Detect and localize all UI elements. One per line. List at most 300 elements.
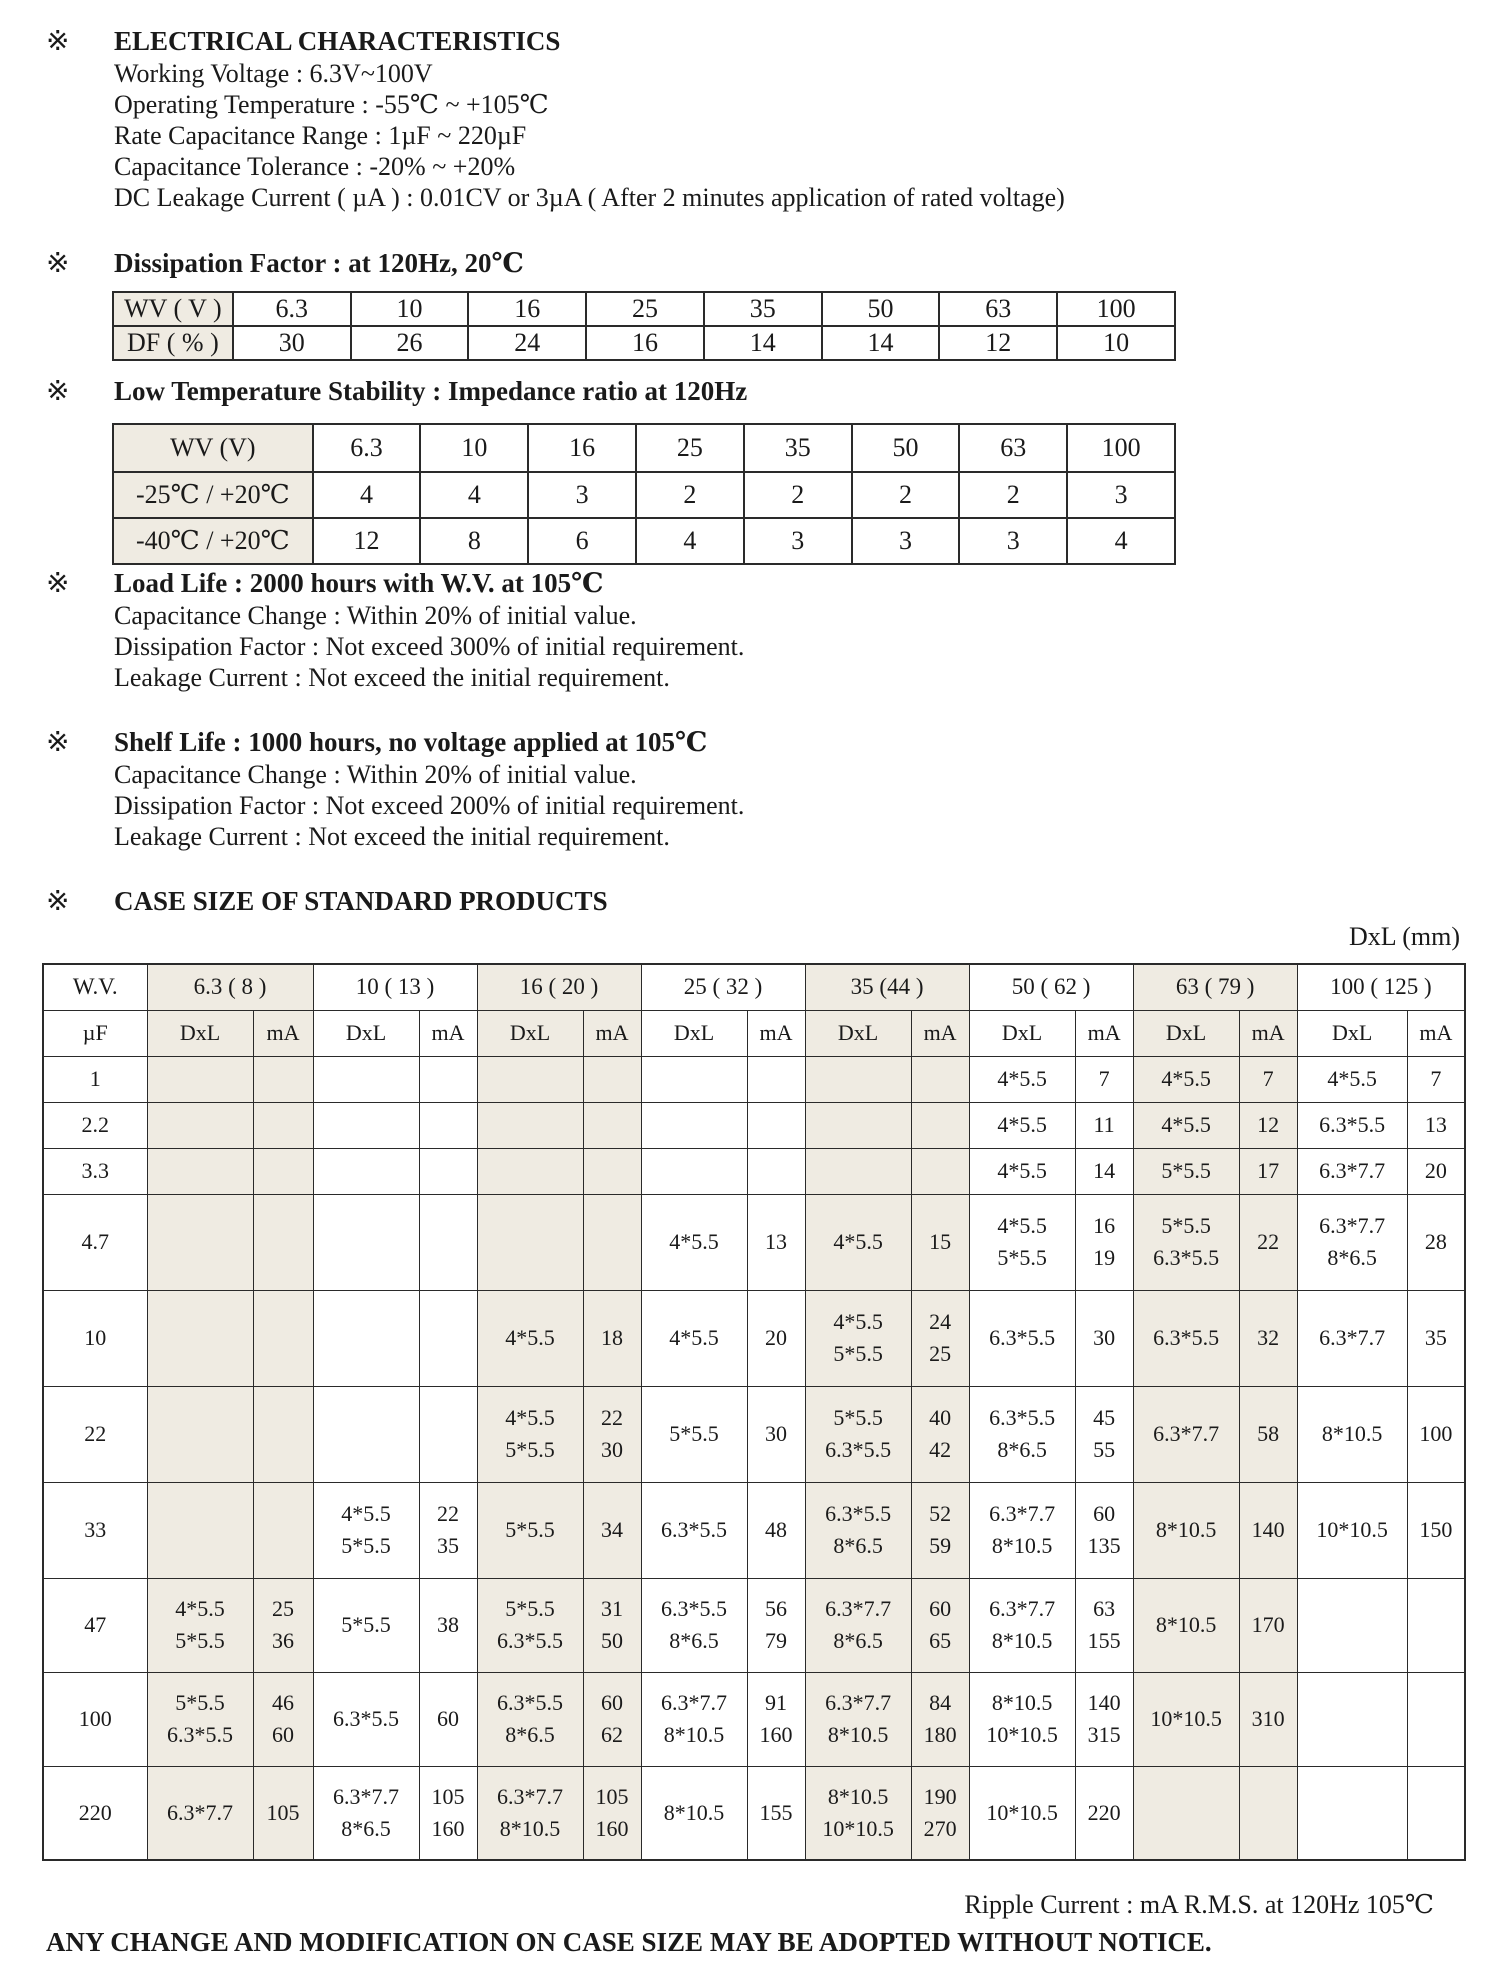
dxl-cell [1297, 1482, 1407, 1578]
ma-cell [747, 1386, 805, 1482]
dxl-value: 4*5.5 [669, 1325, 719, 1350]
dxl-value: 5*5.5 [1161, 1213, 1211, 1238]
electrical-lines [114, 58, 1065, 213]
electrical-section [46, 24, 1065, 213]
dxl-cell [1133, 1148, 1239, 1194]
voltage-header: 25 ( 32 ) [641, 964, 805, 1010]
dxl-cell [641, 1056, 747, 1102]
ma-header: mA [911, 1010, 969, 1056]
dxl-cell [477, 1056, 583, 1102]
table-row [113, 518, 1175, 564]
table-cell: 14 [822, 326, 940, 360]
dxl-cell [477, 1766, 583, 1860]
ma-header: mA [253, 1010, 313, 1056]
table-cell: 63 [939, 292, 1057, 326]
ma-value: 20 [765, 1325, 788, 1350]
dxl-value: 6.3*5.5 [825, 1501, 892, 1526]
table-cell: 4 [313, 472, 421, 518]
dxl-value: 8*6.5 [997, 1437, 1047, 1462]
uf-value: 3.3 [43, 1148, 147, 1194]
ripple-note: Ripple Current : mA R.M.S. at 120Hz 105℃ [964, 1890, 1434, 1919]
ma-value: 36 [272, 1628, 294, 1653]
dxl-cell [477, 1672, 583, 1766]
dxl-cell [805, 1194, 911, 1290]
ma-value: 38 [437, 1612, 460, 1637]
ma-value: 28 [1424, 1229, 1447, 1254]
dxl-value: 8*10.5 [1155, 1612, 1217, 1637]
dxl-value: 4*5.5 [341, 1501, 391, 1526]
shelflife-title: Shelf Life : 1000 hours, no voltage applied at 105℃ [114, 727, 708, 757]
ma-value: 180 [923, 1722, 957, 1747]
table-cell: 3 [744, 518, 852, 564]
dxl-cell [641, 1102, 747, 1148]
voltage-header: 50 ( 62 ) [969, 964, 1133, 1010]
dxl-value: 6.3*7.7 [989, 1501, 1056, 1526]
ma-value: 25 [929, 1341, 952, 1366]
table-cell: 25 [586, 292, 704, 326]
ma-value: 155 [759, 1799, 793, 1825]
ma-cell [1407, 1148, 1465, 1194]
table-cell: 6.3 [233, 292, 351, 326]
dxl-cell [1297, 1194, 1407, 1290]
dxl-value: 4*5.5 [833, 1309, 883, 1334]
dxl-value: 5*5.5 [833, 1341, 883, 1366]
electrical-line: Rate Capacitance Range : 1µF ~ 220µF [114, 121, 527, 150]
dxl-value: 6.3*7.7 [497, 1783, 564, 1809]
table-cell: 16 [468, 292, 586, 326]
ma-cell [1239, 1578, 1297, 1672]
ma-cell [419, 1482, 477, 1578]
table-row [113, 424, 1175, 472]
dxl-cell [147, 1290, 253, 1386]
dxl-value: 6.3*5.5 [661, 1596, 728, 1621]
dxl-cell [313, 1482, 419, 1578]
dxl-value: 8*10.5 [991, 1628, 1053, 1653]
ma-value: 315 [1087, 1722, 1121, 1747]
dxl-cell [641, 1482, 747, 1578]
ma-cell [583, 1482, 641, 1578]
ma-cell [1407, 1482, 1465, 1578]
ma-cell [419, 1194, 477, 1290]
ma-value: 15 [929, 1229, 952, 1254]
dxl-value: 10*10.5 [822, 1815, 894, 1841]
ma-value: 84 [929, 1690, 952, 1715]
ma-cell [1075, 1386, 1133, 1482]
ma-cell [911, 1482, 969, 1578]
ma-header: mA [1239, 1010, 1297, 1056]
table-cell: 3 [852, 518, 960, 564]
dxl-value: 8*10.5 [1155, 1517, 1217, 1542]
reference-mark-icon: ※ [46, 246, 70, 279]
wv-label: WV (V) [113, 424, 313, 472]
ma-cell [1407, 1290, 1465, 1386]
ma-cell [911, 1386, 969, 1482]
table-cell: 10 [351, 292, 469, 326]
ma-cell [747, 1102, 805, 1148]
ma-cell [1075, 1194, 1133, 1290]
uf-value: 10 [43, 1290, 147, 1386]
ma-value: 155 [1087, 1628, 1121, 1653]
table-cell: 8 [420, 518, 528, 564]
dxl-cell [1297, 1056, 1407, 1102]
dxl-value: 5*5.5 [341, 1533, 391, 1558]
dxl-header: DxL [313, 1010, 419, 1056]
lowtemp-section [46, 374, 747, 408]
dxl-value: 6.3*5.5 [167, 1722, 233, 1747]
table-cell: 16 [586, 326, 704, 360]
dxl-cell [477, 1386, 583, 1482]
ma-value: 11 [1093, 1112, 1115, 1137]
dxl-value: 4*5.5 [669, 1229, 719, 1254]
ma-cell [1075, 1148, 1133, 1194]
dxl-value: 6.3*7.7 [661, 1690, 728, 1715]
dxl-cell [1297, 1290, 1407, 1386]
ma-cell [1239, 1482, 1297, 1578]
dxl-cell [477, 1578, 583, 1672]
dxl-cell [477, 1148, 583, 1194]
ma-cell [1239, 1386, 1297, 1482]
ma-value: 17 [1257, 1158, 1280, 1183]
ma-value: 270 [923, 1815, 957, 1841]
ma-cell [1075, 1672, 1133, 1766]
dxl-value: 8*6.5 [341, 1815, 391, 1841]
dxl-value: 6.3*7.7 [825, 1690, 892, 1715]
dxl-value: 4*5.5 [175, 1596, 225, 1621]
ma-cell [1407, 1578, 1465, 1672]
ma-value: 24 [929, 1309, 952, 1334]
ma-cell [253, 1578, 313, 1672]
dxl-cell [969, 1578, 1075, 1672]
ma-cell [253, 1672, 313, 1766]
dxl-value: 8*6.5 [669, 1628, 719, 1653]
ma-value: 20 [1424, 1158, 1447, 1183]
dxl-value: 8*10.5 [499, 1815, 561, 1841]
dxl-value: 6.3*5.5 [333, 1706, 400, 1731]
ma-value: 135 [1087, 1533, 1121, 1558]
dxl-value: 5*5.5 [505, 1517, 555, 1542]
dxl-cell [147, 1672, 253, 1766]
ma-cell [1075, 1578, 1133, 1672]
table-cell: 6 [528, 518, 636, 564]
shelflife-line: Capacitance Change : Within 20% of initial value. [114, 760, 637, 789]
df-label: DF ( % ) [113, 326, 233, 360]
ma-cell [253, 1386, 313, 1482]
dissipation-table [112, 291, 1176, 361]
dxl-cell [147, 1766, 253, 1860]
dxl-value: 6.3*7.7 [825, 1596, 892, 1621]
uf-value: 2.2 [43, 1102, 147, 1148]
voltage-header: 16 ( 20 ) [477, 964, 641, 1010]
ma-value: 45 [1093, 1405, 1116, 1430]
uf-value: 100 [43, 1672, 147, 1766]
ma-cell [419, 1578, 477, 1672]
ma-value: 42 [929, 1437, 952, 1462]
uf-value: 22 [43, 1386, 147, 1482]
voltage-header: 6.3 ( 8 ) [147, 964, 313, 1010]
ma-cell [747, 1290, 805, 1386]
table-cell: 2 [636, 472, 744, 518]
dxl-value: 6.3*5.5 [497, 1628, 564, 1653]
dxl-value: 6.3*7.7 [333, 1783, 400, 1809]
dxl-cell [1297, 1578, 1407, 1672]
ma-cell [583, 1672, 641, 1766]
ma-value: 30 [765, 1421, 788, 1446]
ma-value: 35 [1424, 1325, 1447, 1350]
dxl-value: 8*6.5 [1327, 1245, 1377, 1270]
dxl-value: 4*5.5 [505, 1325, 555, 1350]
dxl-cell [313, 1386, 419, 1482]
dxl-value: 4*5.5 [1161, 1112, 1211, 1137]
dxl-cell [313, 1290, 419, 1386]
ma-value: 34 [601, 1517, 624, 1542]
dxl-cell [969, 1148, 1075, 1194]
ma-cell [911, 1194, 969, 1290]
dxl-cell [969, 1194, 1075, 1290]
dxl-value: 5*5.5 [833, 1405, 883, 1430]
ma-header: mA [747, 1010, 805, 1056]
dxl-value: 6.3*5.5 [1319, 1112, 1386, 1137]
dxl-value: 8*10.5 [991, 1690, 1053, 1715]
ma-cell [583, 1290, 641, 1386]
table-cell: 50 [822, 292, 940, 326]
table-row [43, 1386, 1465, 1482]
ma-cell [419, 1672, 477, 1766]
dxl-value: 6.3*5.5 [825, 1437, 892, 1462]
dxl-value: 4*5.5 [505, 1405, 555, 1430]
ma-value: 31 [601, 1596, 624, 1621]
table-row [43, 1766, 1465, 1860]
ma-cell [1075, 1766, 1133, 1860]
dxl-value: 10*10.5 [986, 1799, 1058, 1825]
lowtemp-table [112, 423, 1176, 565]
ma-value: 16 [1093, 1213, 1116, 1238]
ma-cell [911, 1056, 969, 1102]
table-cell: 4 [636, 518, 744, 564]
ma-header: mA [1407, 1010, 1465, 1056]
ma-value: 7 [1430, 1066, 1442, 1091]
table-cell: 3 [1067, 472, 1175, 518]
ma-value: 7 [1098, 1066, 1110, 1091]
ma-value: 40 [929, 1405, 952, 1430]
dxl-cell [313, 1056, 419, 1102]
table-cell: 63 [959, 424, 1067, 472]
ma-cell [911, 1148, 969, 1194]
ma-header: mA [419, 1010, 477, 1056]
ma-cell [1407, 1056, 1465, 1102]
loadlife-lines [114, 600, 744, 693]
ma-value: 30 [1093, 1325, 1116, 1350]
dxl-value: 8*10.5 [827, 1783, 889, 1809]
dxl-value: 6.3*5.5 [497, 1690, 564, 1715]
dxl-value: 6.3*7.7 [1319, 1158, 1386, 1183]
ma-value: 50 [601, 1628, 624, 1653]
dxl-cell [1133, 1578, 1239, 1672]
loadlife-section [46, 566, 744, 693]
dxl-cell [805, 1578, 911, 1672]
dxl-value: 8*10.5 [827, 1722, 889, 1747]
dxl-cell [1297, 1672, 1407, 1766]
loadlife-line: Capacitance Change : Within 20% of initial value. [114, 601, 637, 630]
ma-cell [419, 1386, 477, 1482]
ma-value: 60 [1093, 1501, 1116, 1526]
ma-cell [1075, 1056, 1133, 1102]
dxl-value: 8*6.5 [505, 1722, 555, 1747]
ma-cell [253, 1290, 313, 1386]
dxl-cell [641, 1290, 747, 1386]
ma-value: 32 [1257, 1325, 1280, 1350]
dxl-value: 4*5.5 [833, 1229, 883, 1254]
dxl-cell [1133, 1386, 1239, 1482]
ma-value: 160 [431, 1815, 465, 1841]
ma-value: 46 [272, 1690, 294, 1715]
dxl-cell [1297, 1766, 1407, 1860]
ma-value: 150 [1419, 1517, 1453, 1542]
ma-cell [1239, 1290, 1297, 1386]
table-row [43, 1056, 1465, 1102]
ma-cell [747, 1194, 805, 1290]
dxl-cell [641, 1578, 747, 1672]
ma-cell [911, 1578, 969, 1672]
ma-value: 35 [437, 1533, 460, 1558]
dxl-cell [1133, 1290, 1239, 1386]
table-cell: 35 [744, 424, 852, 472]
loadlife-line: Leakage Current : Not exceed the initial requirement. [114, 663, 670, 692]
dxl-cell [641, 1194, 747, 1290]
dxl-cell [1297, 1148, 1407, 1194]
ma-cell [253, 1102, 313, 1148]
ma-cell [911, 1672, 969, 1766]
table-row [43, 1148, 1465, 1194]
dxl-cell [313, 1194, 419, 1290]
ma-value: 190 [923, 1783, 957, 1809]
table-cell: 30 [233, 326, 351, 360]
table-cell: 3 [959, 518, 1067, 564]
dxl-value: 8*10.5 [991, 1533, 1053, 1558]
dxl-cell [1133, 1766, 1239, 1860]
dxl-cell [313, 1102, 419, 1148]
table-cell: 50 [852, 424, 960, 472]
reference-mark-icon: ※ [46, 725, 70, 758]
dxl-header: DxL [641, 1010, 747, 1056]
table-header-row [43, 1010, 1465, 1056]
ma-value: 160 [759, 1722, 793, 1747]
electrical-line: Capacitance Tolerance : -20% ~ +20% [114, 152, 516, 181]
ma-cell [419, 1290, 477, 1386]
dxl-value: 5*5.5 [505, 1437, 555, 1462]
dxl-cell [1133, 1482, 1239, 1578]
ma-value: 63 [1093, 1596, 1116, 1621]
ma-value: 105 [595, 1783, 629, 1809]
ma-cell [253, 1148, 313, 1194]
ma-value: 105 [431, 1783, 465, 1809]
ma-cell [1239, 1056, 1297, 1102]
dxl-value: 5*5.5 [997, 1245, 1047, 1270]
dissipation-section [46, 246, 524, 280]
ma-cell [1075, 1482, 1133, 1578]
ma-cell [747, 1578, 805, 1672]
dxl-cell [313, 1766, 419, 1860]
ma-value: 140 [1087, 1690, 1121, 1715]
dxl-value: 5*5.5 [505, 1596, 555, 1621]
casesize-section [46, 884, 608, 918]
dxl-value: 6.3*5.5 [989, 1405, 1056, 1430]
voltage-header: 35 (44 ) [805, 964, 969, 1010]
ma-cell [747, 1056, 805, 1102]
dxl-header: DxL [477, 1010, 583, 1056]
reference-mark-icon: ※ [46, 566, 70, 599]
ma-cell [747, 1482, 805, 1578]
dxl-cell [805, 1290, 911, 1386]
dxl-cell [641, 1672, 747, 1766]
ma-cell [911, 1102, 969, 1148]
table-cell: 10 [1057, 326, 1175, 360]
dxl-cell [969, 1482, 1075, 1578]
table-row [43, 1194, 1465, 1290]
dxl-value: 6.3*7.7 [989, 1596, 1056, 1621]
ma-value: 12 [1257, 1112, 1280, 1137]
reference-mark-icon: ※ [46, 24, 70, 57]
ma-value: 13 [1424, 1112, 1447, 1137]
table-cell: 25 [636, 424, 744, 472]
casesize-title: CASE SIZE OF STANDARD PRODUCTS [114, 886, 608, 916]
dxl-value: 8*6.5 [833, 1628, 883, 1653]
dxl-value: 4*5.5 [997, 1158, 1047, 1183]
dxl-value: 5*5.5 [1161, 1158, 1211, 1183]
ma-cell [1407, 1386, 1465, 1482]
ma-value: 18 [601, 1325, 624, 1350]
ma-cell [1407, 1766, 1465, 1860]
ma-cell [583, 1056, 641, 1102]
ma-cell [747, 1148, 805, 1194]
electrical-line: Operating Temperature : -55℃ ~ +105℃ [114, 90, 549, 119]
dxl-cell [147, 1578, 253, 1672]
dxl-cell [477, 1482, 583, 1578]
table-row [43, 1290, 1465, 1386]
dxl-value: 8*10.5 [1321, 1421, 1383, 1446]
voltage-header: 63 ( 79 ) [1133, 964, 1297, 1010]
dxl-header: DxL [1133, 1010, 1239, 1056]
dxl-cell [641, 1148, 747, 1194]
uf-value: 47 [43, 1578, 147, 1672]
electrical-line: DC Leakage Current ( µA ) : 0.01CV or 3µA ( After 2 minutes application of rated voltage) [114, 183, 1065, 212]
dxl-cell [313, 1148, 419, 1194]
dxl-cell [969, 1766, 1075, 1860]
wv-header: W.V. [43, 964, 147, 1010]
dxl-cell [805, 1056, 911, 1102]
ma-cell [583, 1578, 641, 1672]
ratio-label: -40℃ / +20℃ [113, 518, 313, 564]
ma-cell [1075, 1102, 1133, 1148]
ma-cell [419, 1056, 477, 1102]
table-cell: 10 [420, 424, 528, 472]
dxl-cell [969, 1386, 1075, 1482]
unit-label: DxL (mm) [1349, 922, 1460, 951]
ma-cell [253, 1194, 313, 1290]
dxl-cell [147, 1386, 253, 1482]
table-row [113, 472, 1175, 518]
table-row [43, 1578, 1465, 1672]
dxl-value: 6.3*7.7 [167, 1799, 233, 1825]
dissipation-title: Dissipation Factor : at 120Hz, 20℃ [114, 248, 524, 278]
table-header-row [43, 964, 1465, 1010]
ma-cell [1239, 1194, 1297, 1290]
ma-cell [419, 1766, 477, 1860]
table-cell: 4 [420, 472, 528, 518]
dxl-value: 4*5.5 [1161, 1066, 1211, 1091]
dxl-cell [147, 1056, 253, 1102]
dxl-value: 4*5.5 [997, 1213, 1047, 1238]
dxl-cell [477, 1290, 583, 1386]
